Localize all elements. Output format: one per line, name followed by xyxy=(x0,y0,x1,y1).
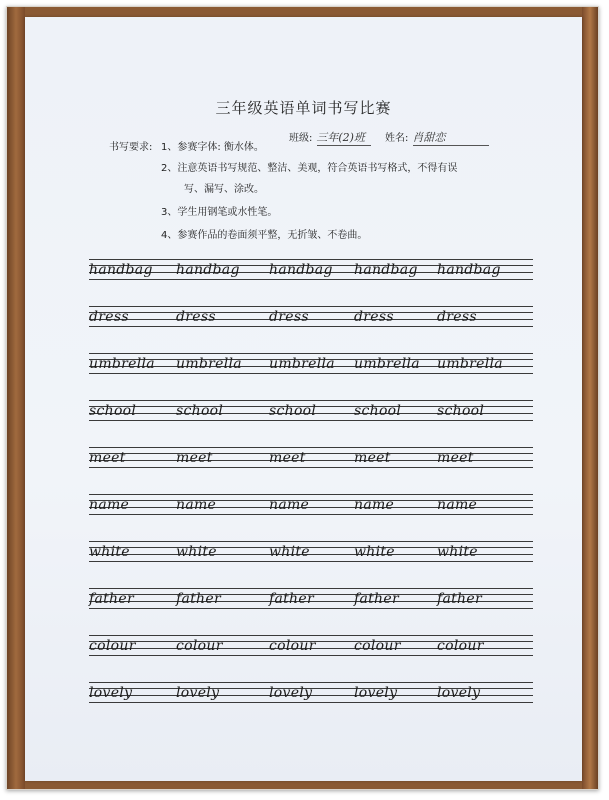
handwritten-word: white xyxy=(354,544,395,560)
handwritten-word: colour xyxy=(354,638,401,654)
name-value: 肖甜恋 xyxy=(412,131,446,144)
handwritten-word: name xyxy=(437,497,478,513)
handwritten-word: name xyxy=(269,497,310,513)
handwritten-word: handbag xyxy=(437,262,501,278)
handwritten-word: handbag xyxy=(354,262,418,278)
handwritten-word: colour xyxy=(437,638,484,654)
handwriting-row-father xyxy=(89,588,533,610)
name-underline xyxy=(413,145,489,146)
requirement-item: 4、参赛作品的卷面须平整，无折皱、不卷曲。 xyxy=(161,230,368,241)
handwritten-word: school xyxy=(437,403,485,419)
ruled-line xyxy=(89,494,533,495)
handwritten-word: lovely xyxy=(354,685,398,701)
handwritten-word: umbrella xyxy=(89,356,155,372)
handwritten-word: handbag xyxy=(89,262,153,278)
handwritten-word: school xyxy=(269,403,317,419)
class-value: 三年(2)班 xyxy=(316,131,365,144)
ruled-line xyxy=(89,514,533,515)
handwritten-word: colour xyxy=(269,638,316,654)
handwritten-word: school xyxy=(354,403,402,419)
handwritten-word: meet xyxy=(354,450,391,466)
ruled-line xyxy=(89,655,533,656)
handwriting-row-colour xyxy=(89,635,533,657)
handwritten-word: umbrella xyxy=(269,356,335,372)
handwriting-row-school xyxy=(89,400,533,422)
handwritten-word: white xyxy=(269,544,310,560)
handwritten-word: father xyxy=(89,591,134,607)
class-underline xyxy=(317,145,371,146)
ruled-line xyxy=(89,702,533,703)
handwritten-word: white xyxy=(437,544,478,560)
ruled-line xyxy=(89,420,533,421)
ruled-line xyxy=(89,373,533,374)
handwriting-row-name xyxy=(89,494,533,516)
wood-background-left xyxy=(7,7,25,789)
handwritten-word: umbrella xyxy=(176,356,242,372)
handwritten-word: umbrella xyxy=(354,356,420,372)
requirements-heading: 书写要求: xyxy=(109,142,153,153)
handwritten-word: lovely xyxy=(269,685,313,701)
handwriting-row-lovely xyxy=(89,682,533,704)
ruled-line xyxy=(89,588,533,589)
handwritten-word: meet xyxy=(89,450,126,466)
name-field xyxy=(385,129,445,145)
name-label: 姓名: xyxy=(385,133,409,144)
worksheet-title: 三年级英语单词书写比赛 xyxy=(215,99,392,117)
class-label: 班级: xyxy=(289,133,313,144)
handwritten-word: handbag xyxy=(176,262,240,278)
requirement-item: 1、参赛字体: 衡水体。 xyxy=(161,142,264,153)
handwritten-word: name xyxy=(89,497,130,513)
ruled-line xyxy=(89,279,533,280)
handwritten-word: dress xyxy=(437,309,477,325)
handwritten-word: colour xyxy=(176,638,223,654)
handwritten-word: name xyxy=(176,497,217,513)
handwritten-word: meet xyxy=(176,450,213,466)
handwriting-row-umbrella xyxy=(89,353,533,375)
handwriting-row-dress xyxy=(89,306,533,328)
handwritten-word: father xyxy=(437,591,482,607)
handwritten-word: father xyxy=(354,591,399,607)
handwritten-word: lovely xyxy=(89,685,133,701)
ruled-line xyxy=(89,259,533,260)
handwritten-word: dress xyxy=(89,309,129,325)
wood-background-right xyxy=(582,7,598,789)
handwritten-word: white xyxy=(176,544,217,560)
handwritten-word: handbag xyxy=(269,262,333,278)
handwritten-word: umbrella xyxy=(437,356,503,372)
ruled-line xyxy=(89,635,533,636)
handwritten-word: dress xyxy=(269,309,309,325)
ruled-line xyxy=(89,467,533,468)
handwriting-row-white xyxy=(89,541,533,563)
handwritten-word: white xyxy=(89,544,130,560)
handwritten-word: dress xyxy=(176,309,216,325)
handwritten-word: colour xyxy=(89,638,136,654)
class-field xyxy=(289,129,365,145)
ruled-line xyxy=(89,326,533,327)
handwritten-word: father xyxy=(269,591,314,607)
requirement-item: 2、注意英语书写规范、整洁、美观，符合英语书写格式，不得有误 xyxy=(161,163,458,174)
handwritten-word: father xyxy=(176,591,221,607)
ruled-line xyxy=(89,561,533,562)
handwritten-word: meet xyxy=(437,450,474,466)
worksheet-paper xyxy=(25,17,582,781)
handwriting-row-handbag xyxy=(89,259,533,281)
ruled-line xyxy=(89,682,533,683)
ruled-line xyxy=(89,353,533,354)
ruled-line xyxy=(89,400,533,401)
handwritten-word: dress xyxy=(354,309,394,325)
handwritten-word: lovely xyxy=(437,685,481,701)
handwritten-word: meet xyxy=(269,450,306,466)
handwritten-word: lovely xyxy=(176,685,220,701)
ruled-line xyxy=(89,447,533,448)
photo-frame xyxy=(6,6,599,790)
requirement-item: 写、漏写、涂改。 xyxy=(184,184,264,195)
ruled-line xyxy=(89,306,533,307)
handwritten-word: school xyxy=(89,403,137,419)
requirement-item: 3、学生用钢笔或水性笔。 xyxy=(161,207,278,218)
ruled-line xyxy=(89,541,533,542)
handwritten-word: school xyxy=(176,403,224,419)
handwritten-word: name xyxy=(354,497,395,513)
handwriting-row-meet xyxy=(89,447,533,469)
ruled-line xyxy=(89,608,533,609)
